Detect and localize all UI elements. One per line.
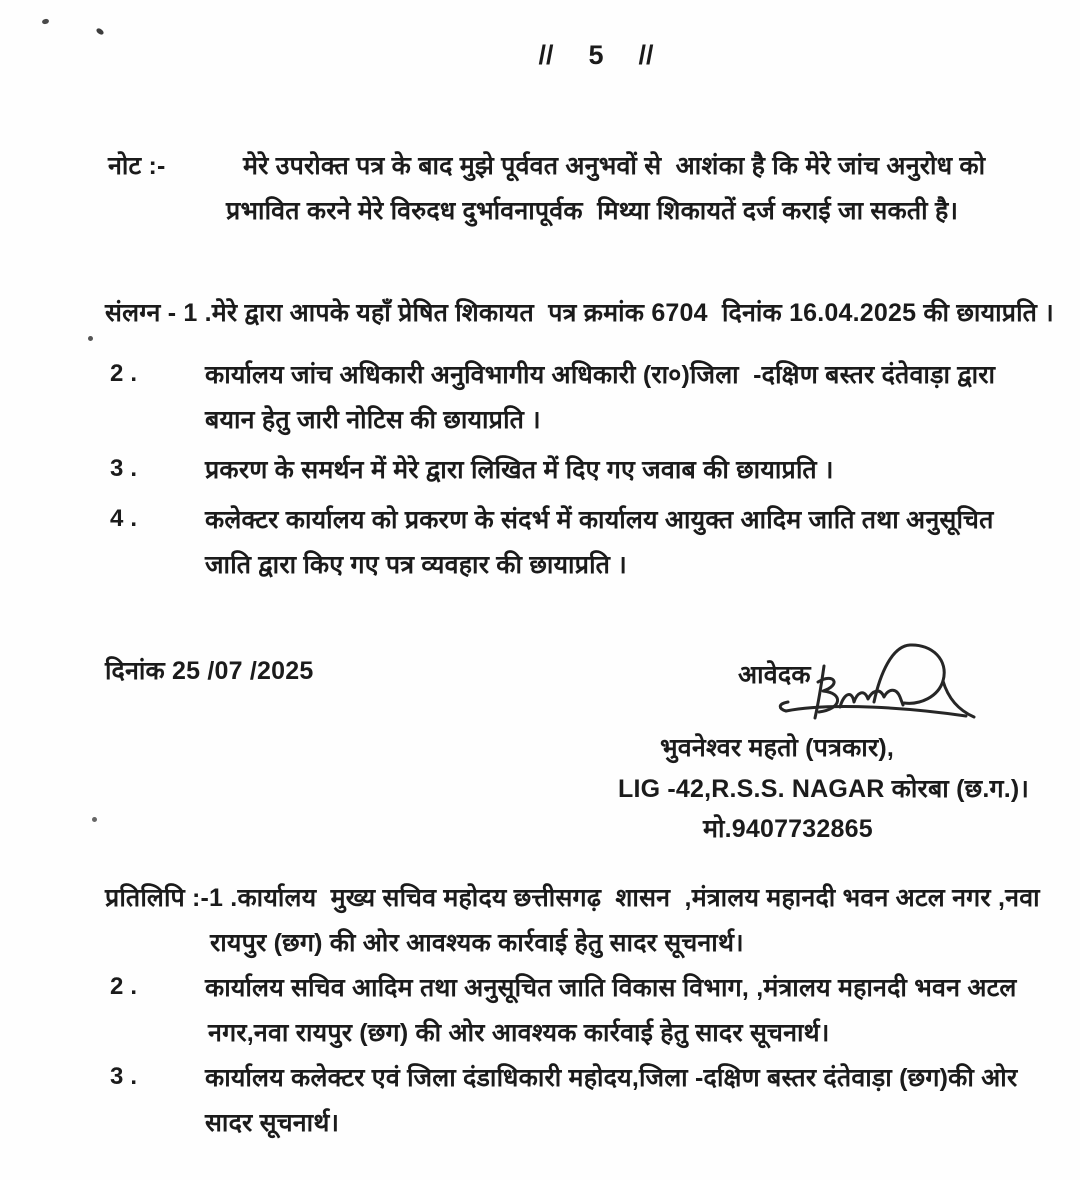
copies-item-3-line-2: सादर सूचनार्थ।: [205, 1109, 340, 1137]
enclosure-item-4-number: 4 .: [110, 505, 138, 532]
copies-item-2-line-2: नगर,नवा रायपुर (छग) की ओर आवश्यक कार्रवाई हेतु सादर सूचनार्थ।: [208, 1019, 830, 1047]
note-label: नोट :-: [108, 152, 166, 180]
enclosures-row-1: [105, 295, 1054, 329]
copies-row-1: [105, 880, 1040, 914]
applicant-address: LIG -42,R.S.S. NAGAR कोरबा (छ.ग.)।: [618, 775, 1030, 803]
enclosure-item-4-line-2: जाति द्वारा किए गए पत्र व्यवहार की छायाप्रति ।: [205, 551, 627, 579]
copies-item-3-line-1: कार्यालय कलेक्टर एवं जिला दंडाधिकारी महोदय,जिला -दक्षिण बस्तर दंतेवाड़ा (छग)की ओर: [205, 1064, 1018, 1092]
copies-item-2-line-1: कार्यालय सचिव आदिम तथा अनुसूचित जाति विकास विभाग, ,मंत्रालय महानदी भवन अटल: [205, 974, 1017, 1002]
scan-speck: [41, 18, 49, 25]
date-line: दिनांक 25 /07 /2025: [105, 657, 314, 685]
enclosures-label: संलग्न - 1 .: [105, 299, 212, 327]
scan-speck: [95, 27, 104, 36]
page-number: // 5 //: [538, 40, 654, 70]
copies-label: प्रतिलिपि :-1 .: [105, 884, 238, 912]
copies-item-2-number: 2 .: [110, 973, 138, 1000]
enclosure-item-3-line-1: प्रकरण के समर्थन में मेरे द्वारा लिखित में दिए गए जवाब की छायाप्रति ।: [205, 456, 834, 484]
copies-item-1-line-2: रायपुर (छग) की ओर आवश्यक कार्रवाई हेतु सादर सूचनार्थ।: [210, 929, 744, 957]
copies-item-1-line-1: कार्यालय मुख्य सचिव महोदय छत्तीसगढ़ शासन ,मंत्रालय महानदी भवन अटल नगर ,नवा: [237, 884, 1040, 912]
enclosure-item-2-number: 2 .: [110, 360, 138, 387]
enclosure-item-3-number: 3 .: [110, 455, 138, 482]
note-line-1: मेरे उपरोक्त पत्र के बाद मुझे पूर्ववत अनुभवों से आशंका है कि मेरे जांच अनुरोध को: [243, 152, 986, 180]
enclosure-item-2-line-1: कार्यालय जांच अधिकारी अनुविभागीय अधिकारी (रा०)जिला -दक्षिण बस्तर दंतेवाड़ा द्वारा: [205, 361, 996, 389]
scan-speck: [92, 817, 97, 822]
applicant-name: भुवनेश्वर महतो (पत्रकार),: [660, 734, 895, 762]
applicant-mobile: मो.9407732865: [703, 815, 873, 843]
enclosures-item-1-text: मेरे द्वारा आपके यहाँ प्रेषित शिकायत पत्र क्रमांक 6704 दिनांक 16.04.2025 की छायाप्रति ।: [211, 299, 1054, 327]
applicant-label: आवेदक: [738, 661, 811, 689]
enclosure-item-2-line-2: बयान हेतु जारी नोटिस की छायाप्रति ।: [205, 406, 541, 434]
enclosure-item-4-line-1: कलेक्टर कार्यालय को प्रकरण के संदर्भ में कार्यालय आयुक्त आदिम जाति तथा अनुसूचित: [205, 506, 994, 534]
scan-speck: [88, 336, 93, 341]
copies-item-3-number: 3 .: [110, 1063, 138, 1090]
note-line-2: प्रभावित करने मेरे विरुदध दुर्भावनापूर्वक मिथ्या शिकायतें दर्ज कराई जा सकती है।: [226, 197, 959, 225]
